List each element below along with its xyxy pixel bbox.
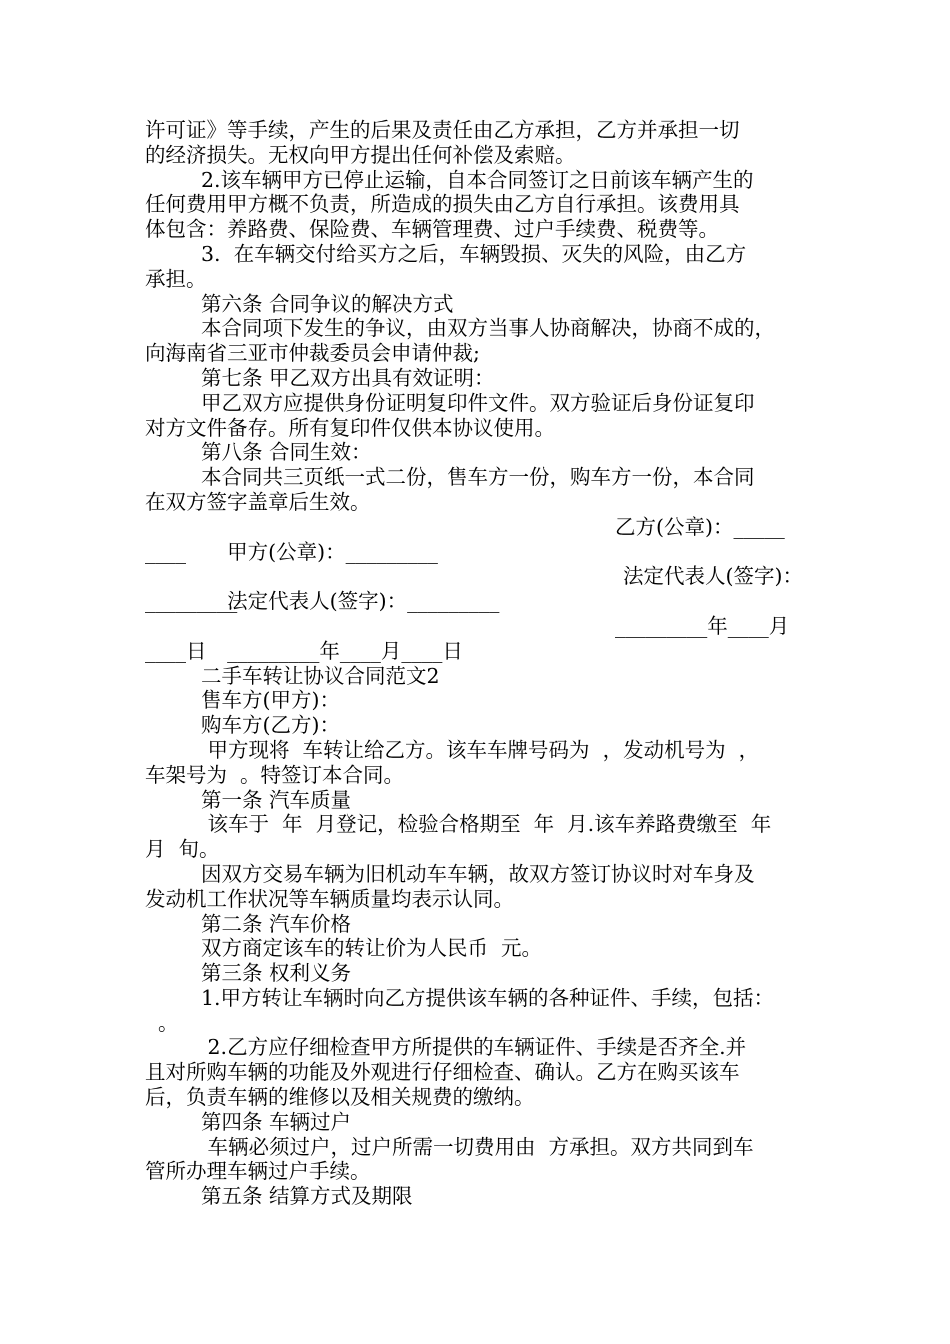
- text-line: 月 旬。: [145, 837, 220, 862]
- text-line: 对方文件备存。所有复印件仅供本协议使用。: [145, 415, 555, 440]
- text-line: 许可证》等手续，产生的后果及责任由乙方承担，乙方并承担一切: [145, 118, 740, 142]
- text-line: 该车于 年 月登记，检验合格期至 年 月.该车养路费缴至 年: [201, 812, 772, 837]
- section-heading: 第八条 合同生效：: [201, 440, 372, 465]
- text-line: 车架号为 。特签订本合同。: [145, 762, 405, 787]
- signature-row-seal: [145, 514, 825, 564]
- text-line: 1.甲方转让车辆时向乙方提供该车辆的各种证件、手续，包括：: [201, 985, 775, 1010]
- text-line: 的经济损失。无权向甲方提出任何补偿及索赔。: [145, 142, 576, 167]
- document-title: 二手车转让协议合同范文2: [201, 663, 440, 688]
- signature-line-cont: ____: [145, 539, 186, 564]
- party-b-representative: 法定代表人(签字)：: [623, 564, 803, 589]
- party-a-date: _________年____月____日: [227, 638, 463, 663]
- party-b-date: _________年____月: [615, 613, 790, 638]
- text-line: 承担。: [145, 266, 207, 291]
- text-line: 因双方交易车辆为旧机动车车辆，故双方签订协议时对车身及: [201, 861, 755, 886]
- section-heading: 第五条 结算方式及期限: [201, 1184, 413, 1209]
- section-heading: 第六条 合同争议的解决方式: [201, 291, 454, 316]
- text-line: 本合同项下发生的争议，由双方当事人协商解决，协商不成的，: [201, 316, 775, 341]
- text-line: 任何费用甲方概不负责，所造成的损失由乙方自行承担。该费用具: [145, 192, 740, 217]
- section-heading: 第二条 汽车价格: [201, 911, 352, 936]
- text-line: 甲方现将 车转让给乙方。该车车牌号码为 ，发动机号为 ，: [201, 737, 760, 762]
- contract-page: [145, 118, 825, 1209]
- section-heading: 第七条 甲乙双方出具有效证明：: [201, 365, 495, 390]
- date-row: [145, 613, 825, 663]
- section-heading: 第三条 权利义务: [201, 961, 352, 986]
- signature-row-representative: [145, 564, 825, 614]
- party-a-representative: 法定代表人(签字)：_________: [227, 589, 500, 614]
- text-line: 。: [145, 1010, 179, 1035]
- text-line: 双方商定该车的转让价为人民币 元。: [201, 936, 543, 961]
- text-line: 发动机工作状况等车辆质量均表示认同。: [145, 886, 514, 911]
- text-line: 3. 在车辆交付给买方之后，车辆毁损、灭失的风险，由乙方: [201, 241, 747, 266]
- text-line: 管所办理车辆过户手续。: [145, 1159, 371, 1184]
- text-line: 向海南省三亚市仲裁委员会申请仲裁;: [145, 341, 480, 366]
- date-line-cont: ____日: [145, 638, 207, 663]
- text-line: 在双方签字盖章后生效。: [145, 489, 371, 514]
- buyer-label: 购车方(乙方)：: [201, 713, 340, 738]
- section-heading: 第四条 车辆过户: [201, 1109, 352, 1134]
- party-a-seal: 甲方(公章)：_________: [227, 539, 438, 564]
- text-line: 后，负责车辆的维修以及相关规费的缴纳。: [145, 1085, 535, 1110]
- text-line: 本合同共三页纸一式二份，售车方一份，购车方一份，本合同: [201, 465, 755, 490]
- seller-label: 售车方(甲方)：: [201, 688, 340, 713]
- party-b-seal: 乙方(公章)：_____: [615, 514, 785, 539]
- text-line: 甲乙双方应提供身份证明复印件文件。双方验证后身份证复印: [201, 390, 755, 415]
- text-line: 且对所购车辆的功能及外观进行仔细检查、确认。乙方在购买该车: [145, 1060, 740, 1085]
- text-line: 体包含：养路费、保险费、车辆管理费、过户手续费、税费等。: [145, 217, 719, 242]
- section-heading: 第一条 汽车质量: [201, 787, 352, 812]
- text-line: 2.该车辆甲方已停止运输，自本合同签订之日前该车辆产生的: [201, 167, 754, 192]
- signature-line-cont: _________: [145, 589, 238, 614]
- text-line: 车辆必须过户，过户所需一切费用由 方承担。双方共同到车: [201, 1134, 754, 1159]
- text-line: 2.乙方应仔细检查甲方所提供的车辆证件、手续是否齐全.并: [201, 1035, 747, 1060]
